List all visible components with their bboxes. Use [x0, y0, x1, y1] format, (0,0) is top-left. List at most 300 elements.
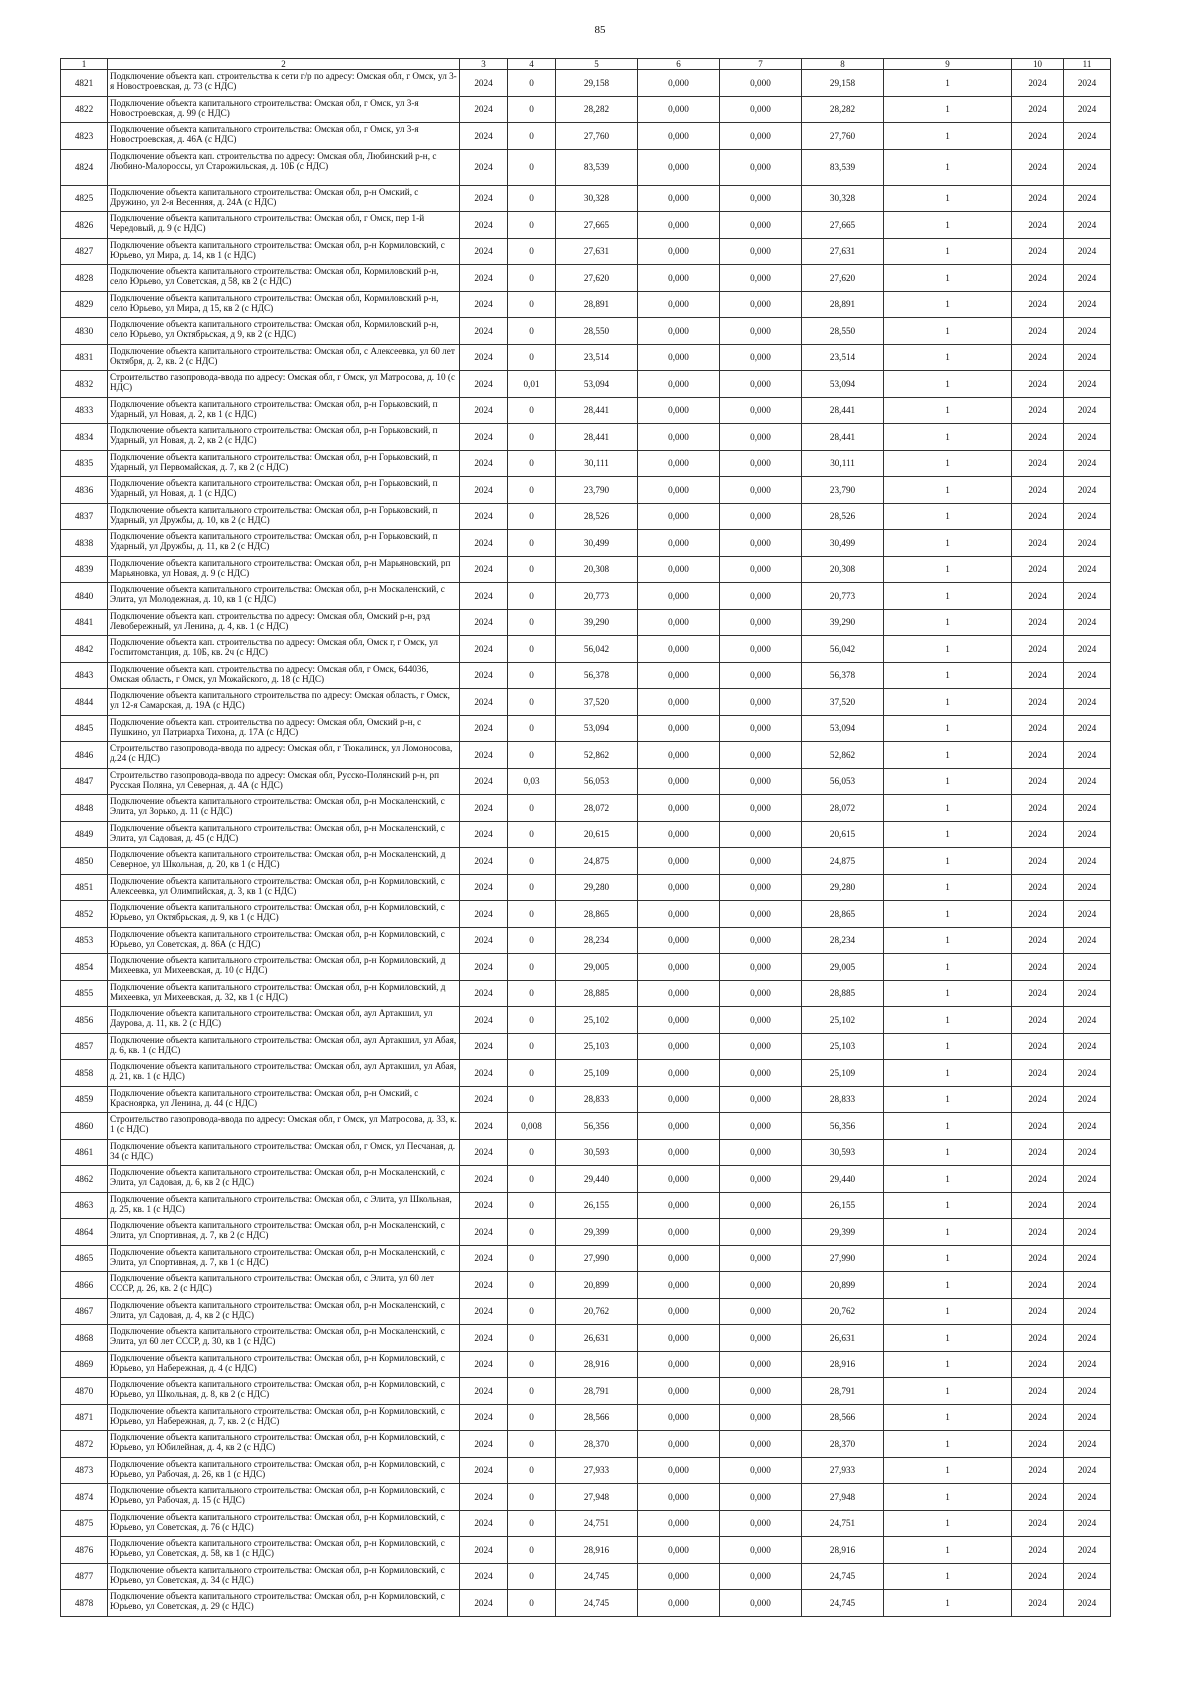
cell-cost-b: 0,000 — [720, 1537, 802, 1564]
cell-cost-a: 0,000 — [638, 1510, 720, 1537]
table-row — [61, 1431, 1111, 1458]
table-row — [61, 1245, 1111, 1272]
cell-quantity: 1 — [884, 795, 1012, 822]
cell-year-start: 2024 — [460, 149, 508, 185]
cell-cost-total: 25,103 — [556, 1033, 638, 1060]
cell-year-end: 2024 — [1064, 1033, 1111, 1060]
cell-cost-total: 28,885 — [556, 980, 638, 1007]
cell-cost-total: 26,631 — [556, 1325, 638, 1352]
cell-cost-a: 0,000 — [638, 1139, 720, 1166]
cell-cost-with-vat: 30,593 — [802, 1139, 884, 1166]
cell-cost-with-vat: 28,833 — [802, 1086, 884, 1113]
cell-length: 0 — [508, 901, 556, 928]
cell-cost-b: 0,000 — [720, 1086, 802, 1113]
table-row — [61, 609, 1111, 636]
cell-cost-a: 0,000 — [638, 450, 720, 477]
cell-cost-total: 29,005 — [556, 954, 638, 981]
cell-quantity: 1 — [884, 609, 1012, 636]
cell-cost-with-vat: 39,290 — [802, 609, 884, 636]
cell-cost-b: 0,000 — [720, 503, 802, 530]
cell-quantity: 1 — [884, 1060, 1012, 1087]
cell-row-number: 4877 — [61, 1563, 108, 1590]
cell-cost-with-vat: 28,072 — [802, 795, 884, 822]
cell-description: Подключение объекта капитального строительства: Омская обл, р-н Кормиловский, с Юрьево, ул Советская, д. 58, кв 1 (с НДС) — [108, 1537, 460, 1564]
cell-row-number: 4850 — [61, 848, 108, 875]
cell-length: 0 — [508, 503, 556, 530]
cell-description: Строительство газопровода-ввода по адресу: Омская обл, г Тюкалинск, ул Ломоносова, д.24 (с НДС) — [108, 742, 460, 769]
cell-cost-total: 28,916 — [556, 1351, 638, 1378]
cell-year-begin: 2024 — [1012, 1219, 1064, 1246]
cell-cost-b: 0,000 — [720, 1457, 802, 1484]
column-header-11: 11 — [1064, 59, 1111, 70]
cell-length: 0 — [508, 1590, 556, 1617]
cell-cost-b: 0,000 — [720, 1166, 802, 1193]
cell-year-begin: 2024 — [1012, 927, 1064, 954]
cell-year-start: 2024 — [460, 1086, 508, 1113]
table-row — [61, 1272, 1111, 1299]
cell-length: 0 — [508, 318, 556, 345]
cell-cost-a: 0,000 — [638, 1325, 720, 1352]
table-row — [61, 70, 1111, 97]
cell-year-begin: 2024 — [1012, 1139, 1064, 1166]
cell-quantity: 1 — [884, 636, 1012, 663]
cell-cost-with-vat: 23,790 — [802, 477, 884, 504]
cell-row-number: 4851 — [61, 874, 108, 901]
cell-quantity: 1 — [884, 1510, 1012, 1537]
cell-cost-a: 0,000 — [638, 742, 720, 769]
cell-row-number: 4822 — [61, 96, 108, 123]
cell-year-begin: 2024 — [1012, 530, 1064, 557]
cell-cost-b: 0,000 — [720, 689, 802, 716]
cell-cost-b: 0,000 — [720, 424, 802, 451]
cell-cost-b: 0,000 — [720, 318, 802, 345]
cell-cost-total: 28,891 — [556, 291, 638, 318]
cell-cost-b: 0,000 — [720, 715, 802, 742]
cell-row-number: 4841 — [61, 609, 108, 636]
cell-year-end: 2024 — [1064, 1484, 1111, 1511]
cell-year-start: 2024 — [460, 1060, 508, 1087]
cell-row-number: 4833 — [61, 397, 108, 424]
cell-cost-total: 29,440 — [556, 1166, 638, 1193]
cell-cost-a: 0,000 — [638, 477, 720, 504]
cell-year-begin: 2024 — [1012, 96, 1064, 123]
cell-cost-b: 0,000 — [720, 238, 802, 265]
cell-row-number: 4840 — [61, 583, 108, 610]
cell-year-end: 2024 — [1064, 212, 1111, 239]
cell-row-number: 4847 — [61, 768, 108, 795]
cell-length: 0 — [508, 1404, 556, 1431]
table-row — [61, 185, 1111, 212]
cell-year-begin: 2024 — [1012, 450, 1064, 477]
cell-cost-b: 0,000 — [720, 1484, 802, 1511]
cell-length: 0,008 — [508, 1113, 556, 1140]
cell-year-start: 2024 — [460, 503, 508, 530]
cell-cost-total: 28,441 — [556, 424, 638, 451]
cell-year-begin: 2024 — [1012, 1086, 1064, 1113]
cell-year-start: 2024 — [460, 1457, 508, 1484]
table-row — [61, 450, 1111, 477]
cell-year-begin: 2024 — [1012, 503, 1064, 530]
cell-description: Подключение объекта капитального строительства: Омская обл, аул Артакшил, ул Абая, д. 6, кв. 1 (с НДС) — [108, 1033, 460, 1060]
cell-row-number: 4861 — [61, 1139, 108, 1166]
cell-quantity: 1 — [884, 821, 1012, 848]
cell-year-start: 2024 — [460, 1563, 508, 1590]
cell-cost-with-vat: 28,234 — [802, 927, 884, 954]
cell-cost-b: 0,000 — [720, 556, 802, 583]
cell-year-end: 2024 — [1064, 185, 1111, 212]
cell-year-begin: 2024 — [1012, 742, 1064, 769]
table-row — [61, 344, 1111, 371]
cell-cost-a: 0,000 — [638, 530, 720, 557]
cell-cost-total: 25,109 — [556, 1060, 638, 1087]
cell-row-number: 4855 — [61, 980, 108, 1007]
cell-quantity: 1 — [884, 397, 1012, 424]
cell-year-start: 2024 — [460, 1351, 508, 1378]
cell-cost-with-vat: 28,791 — [802, 1378, 884, 1405]
cell-year-end: 2024 — [1064, 1431, 1111, 1458]
cell-year-end: 2024 — [1064, 1404, 1111, 1431]
cell-cost-with-vat: 24,751 — [802, 1510, 884, 1537]
cell-row-number: 4871 — [61, 1404, 108, 1431]
cell-length: 0 — [508, 742, 556, 769]
cell-description: Подключение объекта капитального строительства: Омская обл, р-н Кормиловский, с Юрьево, ул Набережная, д. 4 (с НДС) — [108, 1351, 460, 1378]
cell-year-begin: 2024 — [1012, 662, 1064, 689]
cell-year-end: 2024 — [1064, 1325, 1111, 1352]
cell-description: Подключение объекта капитального строительства: Омская обл, р-н Кормиловский, с Юрьево, ул Советская, д. 34 (с НДС) — [108, 1563, 460, 1590]
table-row — [61, 1537, 1111, 1564]
cell-cost-with-vat: 28,370 — [802, 1431, 884, 1458]
cell-year-end: 2024 — [1064, 1272, 1111, 1299]
cell-cost-a: 0,000 — [638, 96, 720, 123]
cell-cost-a: 0,000 — [638, 1033, 720, 1060]
cell-year-begin: 2024 — [1012, 371, 1064, 398]
cell-year-begin: 2024 — [1012, 1537, 1064, 1564]
cell-length: 0,03 — [508, 768, 556, 795]
cell-cost-a: 0,000 — [638, 149, 720, 185]
cell-description: Подключение объекта кап. строительства по адресу: Омская обл, Омск г, г Омск, ул Госпитомстанция, д. 10Б, кв. 2ч (с НДС) — [108, 636, 460, 663]
cell-description: Подключение объекта капитального строительства: Омская обл, с Алексеевка, ул 60 лет Октября, д. 2, кв. 2 (с НДС) — [108, 344, 460, 371]
cell-quantity: 1 — [884, 185, 1012, 212]
cell-quantity: 1 — [884, 583, 1012, 610]
cell-year-end: 2024 — [1064, 503, 1111, 530]
table-row — [61, 1192, 1111, 1219]
cell-cost-total: 39,290 — [556, 609, 638, 636]
cell-cost-with-vat: 52,862 — [802, 742, 884, 769]
cell-cost-a: 0,000 — [638, 1351, 720, 1378]
cell-cost-total: 28,916 — [556, 1537, 638, 1564]
cell-quantity: 1 — [884, 265, 1012, 292]
cell-row-number: 4856 — [61, 1007, 108, 1034]
cell-year-end: 2024 — [1064, 318, 1111, 345]
cell-description: Подключение объекта кап. строительства к сети г/р по адресу: Омская обл, г Омск, ул 3-я Новостроевская, д. 73 (с НДС) — [108, 70, 460, 97]
table-row — [61, 1484, 1111, 1511]
cell-year-end: 2024 — [1064, 848, 1111, 875]
cell-cost-total: 27,665 — [556, 212, 638, 239]
cell-quantity: 1 — [884, 1086, 1012, 1113]
cell-cost-total: 56,053 — [556, 768, 638, 795]
cell-year-begin: 2024 — [1012, 1033, 1064, 1060]
cell-cost-a: 0,000 — [638, 980, 720, 1007]
table-row — [61, 318, 1111, 345]
table-row — [61, 149, 1111, 185]
cell-year-start: 2024 — [460, 583, 508, 610]
cell-cost-total: 37,520 — [556, 689, 638, 716]
cell-quantity: 1 — [884, 1192, 1012, 1219]
cell-description: Подключение объекта капитального строительства: Омская обл, р-н Москаленский, с Элита, ул Садовая, д. 6, кв 2 (с НДС) — [108, 1166, 460, 1193]
cell-quantity: 1 — [884, 123, 1012, 150]
cell-year-begin: 2024 — [1012, 1590, 1064, 1617]
cell-cost-total: 23,790 — [556, 477, 638, 504]
cell-row-number: 4830 — [61, 318, 108, 345]
cell-cost-a: 0,000 — [638, 1431, 720, 1458]
cell-quantity: 1 — [884, 874, 1012, 901]
cell-cost-b: 0,000 — [720, 185, 802, 212]
cell-description: Подключение объекта капитального строительства: Омская обл, р-н Горьковский, п Ударный, ул Дружбы, д. 11, кв 2 (с НДС) — [108, 530, 460, 557]
cell-length: 0 — [508, 583, 556, 610]
table-row — [61, 1033, 1111, 1060]
cell-cost-total: 56,042 — [556, 636, 638, 663]
cell-description: Подключение объекта капитального строительства: Омская обл, р-н Кормиловский, с Юрьево, ул Советская, д. 29 (с НДС) — [108, 1590, 460, 1617]
cell-quantity: 1 — [884, 424, 1012, 451]
cell-description: Подключение объекта капитального строительства: Омская обл, р-н Горьковский, п Ударный, ул Новая, д. 2, кв 1 (с НДС) — [108, 397, 460, 424]
cell-cost-b: 0,000 — [720, 1563, 802, 1590]
cell-row-number: 4878 — [61, 1590, 108, 1617]
cell-quantity: 1 — [884, 371, 1012, 398]
cell-cost-a: 0,000 — [638, 1060, 720, 1087]
cell-year-begin: 2024 — [1012, 70, 1064, 97]
cell-cost-a: 0,000 — [638, 1192, 720, 1219]
cell-year-start: 2024 — [460, 768, 508, 795]
cell-year-start: 2024 — [460, 1537, 508, 1564]
cell-length: 0 — [508, 70, 556, 97]
cell-description: Подключение объекта капитального строительства: Омская обл, р-н Горьковский, п Ударный, ул Первомайская, д. 7, кв 2 (с НДС) — [108, 450, 460, 477]
cell-cost-b: 0,000 — [720, 1510, 802, 1537]
cell-cost-with-vat: 28,916 — [802, 1351, 884, 1378]
cell-cost-a: 0,000 — [638, 371, 720, 398]
cell-cost-with-vat: 28,441 — [802, 424, 884, 451]
cell-year-end: 2024 — [1064, 1086, 1111, 1113]
cell-quantity: 1 — [884, 477, 1012, 504]
cell-row-number: 4824 — [61, 149, 108, 185]
cell-cost-with-vat: 28,566 — [802, 1404, 884, 1431]
cell-cost-a: 0,000 — [638, 636, 720, 663]
cell-year-begin: 2024 — [1012, 874, 1064, 901]
cell-cost-a: 0,000 — [638, 689, 720, 716]
cell-year-start: 2024 — [460, 1033, 508, 1060]
cell-cost-a: 0,000 — [638, 1007, 720, 1034]
cell-row-number: 4876 — [61, 1537, 108, 1564]
cell-year-end: 2024 — [1064, 874, 1111, 901]
cell-year-start: 2024 — [460, 123, 508, 150]
cell-year-begin: 2024 — [1012, 1325, 1064, 1352]
cell-cost-b: 0,000 — [720, 609, 802, 636]
cell-year-begin: 2024 — [1012, 1563, 1064, 1590]
cell-year-end: 2024 — [1064, 1457, 1111, 1484]
cell-year-start: 2024 — [460, 556, 508, 583]
cell-cost-with-vat: 28,550 — [802, 318, 884, 345]
cell-year-start: 2024 — [460, 874, 508, 901]
cell-description: Подключение объекта капитального строительства: Омская обл, р-н Кормиловский, с Юрьево, ул Рабочая, д. 26, кв 1 (с НДС) — [108, 1457, 460, 1484]
cell-description: Подключение объекта капитального строительства: Омская обл, р-н Москаленский, с Элита, ул Спортивная, д. 7, кв 1 (с НДС) — [108, 1245, 460, 1272]
cell-length: 0 — [508, 1537, 556, 1564]
cell-cost-with-vat: 28,916 — [802, 1537, 884, 1564]
cell-cost-total: 30,593 — [556, 1139, 638, 1166]
cell-cost-a: 0,000 — [638, 1590, 720, 1617]
cell-cost-b: 0,000 — [720, 742, 802, 769]
table-row — [61, 1378, 1111, 1405]
cell-description: Строительство газопровода-ввода по адресу: Омская обл, г Омск, ул Матросова, д. 10 (с НДС) — [108, 371, 460, 398]
cell-row-number: 4835 — [61, 450, 108, 477]
cell-cost-with-vat: 30,328 — [802, 185, 884, 212]
column-header-3: 3 — [460, 59, 508, 70]
cell-year-start: 2024 — [460, 1298, 508, 1325]
table-row — [61, 848, 1111, 875]
cell-cost-a: 0,000 — [638, 344, 720, 371]
cell-year-begin: 2024 — [1012, 1113, 1064, 1140]
cell-cost-with-vat: 27,933 — [802, 1457, 884, 1484]
cell-quantity: 1 — [884, 96, 1012, 123]
cell-description: Подключение объекта капитального строительства: Омская обл, р-н Москаленский, с Элита, ул Садовая, д. 4, кв 2 (с НДС) — [108, 1298, 460, 1325]
cell-row-number: 4873 — [61, 1457, 108, 1484]
cell-year-begin: 2024 — [1012, 1007, 1064, 1034]
cell-year-start: 2024 — [460, 1007, 508, 1034]
cell-length: 0 — [508, 1298, 556, 1325]
table-row — [61, 636, 1111, 663]
cell-cost-with-vat: 56,356 — [802, 1113, 884, 1140]
cell-year-end: 2024 — [1064, 609, 1111, 636]
column-header-7: 7 — [720, 59, 802, 70]
cell-row-number: 4839 — [61, 556, 108, 583]
cell-cost-a: 0,000 — [638, 503, 720, 530]
cell-cost-a: 0,000 — [638, 1378, 720, 1405]
cell-length: 0 — [508, 1431, 556, 1458]
cell-quantity: 1 — [884, 1431, 1012, 1458]
cell-quantity: 1 — [884, 530, 1012, 557]
cell-quantity: 1 — [884, 1033, 1012, 1060]
cell-cost-a: 0,000 — [638, 1404, 720, 1431]
cell-description: Подключение объекта капитального строительства: Омская обл, аул Артакшил, ул Абая, д. 21, кв. 1 (с НДС) — [108, 1060, 460, 1087]
cell-year-start: 2024 — [460, 1484, 508, 1511]
cell-cost-with-vat: 28,282 — [802, 96, 884, 123]
cell-year-start: 2024 — [460, 954, 508, 981]
table-row — [61, 1351, 1111, 1378]
cell-row-number: 4828 — [61, 265, 108, 292]
cell-length: 0 — [508, 1192, 556, 1219]
cell-cost-b: 0,000 — [720, 1033, 802, 1060]
cell-quantity: 1 — [884, 556, 1012, 583]
cell-length: 0 — [508, 1086, 556, 1113]
cell-year-start: 2024 — [460, 821, 508, 848]
cell-row-number: 4831 — [61, 344, 108, 371]
cell-quantity: 1 — [884, 689, 1012, 716]
cell-description: Подключение объекта капитального строительства: Омская обл, р-н Кормиловский, с Юрьево, ул Октябрьская, д. 9, кв 1 (с НДС) — [108, 901, 460, 928]
cell-year-end: 2024 — [1064, 556, 1111, 583]
cell-cost-b: 0,000 — [720, 450, 802, 477]
cell-year-begin: 2024 — [1012, 848, 1064, 875]
cell-length: 0 — [508, 689, 556, 716]
cell-length: 0 — [508, 397, 556, 424]
table-row — [61, 742, 1111, 769]
cell-cost-total: 27,631 — [556, 238, 638, 265]
cell-cost-a: 0,000 — [638, 1563, 720, 1590]
cell-description: Подключение объекта кап. строительства по адресу: Омская обл, Любинский р-н, с Любино-Малороссы, ул Старожильская, д. 10Б (с НДС) — [108, 149, 460, 185]
table-row — [61, 583, 1111, 610]
cell-cost-b: 0,000 — [720, 371, 802, 398]
cell-year-begin: 2024 — [1012, 1351, 1064, 1378]
cell-cost-a: 0,000 — [638, 265, 720, 292]
document-table — [60, 58, 1111, 1617]
column-header-10: 10 — [1012, 59, 1064, 70]
cell-cost-b: 0,000 — [720, 662, 802, 689]
cell-cost-b: 0,000 — [720, 1192, 802, 1219]
cell-cost-a: 0,000 — [638, 954, 720, 981]
cell-cost-with-vat: 30,499 — [802, 530, 884, 557]
cell-quantity: 1 — [884, 450, 1012, 477]
cell-cost-total: 30,111 — [556, 450, 638, 477]
cell-year-start: 2024 — [460, 901, 508, 928]
table-row — [61, 980, 1111, 1007]
cell-cost-a: 0,000 — [638, 1086, 720, 1113]
cell-row-number: 4825 — [61, 185, 108, 212]
cell-quantity: 1 — [884, 149, 1012, 185]
cell-cost-with-vat: 25,109 — [802, 1060, 884, 1087]
table-row — [61, 371, 1111, 398]
cell-cost-total: 28,072 — [556, 795, 638, 822]
cell-year-end: 2024 — [1064, 1113, 1111, 1140]
cell-year-end: 2024 — [1064, 715, 1111, 742]
cell-quantity: 1 — [884, 1272, 1012, 1299]
cell-length: 0 — [508, 556, 556, 583]
cell-cost-with-vat: 20,308 — [802, 556, 884, 583]
cell-cost-with-vat: 25,102 — [802, 1007, 884, 1034]
cell-quantity: 1 — [884, 980, 1012, 1007]
cell-row-number: 4863 — [61, 1192, 108, 1219]
table-row — [61, 477, 1111, 504]
cell-year-begin: 2024 — [1012, 397, 1064, 424]
cell-length: 0 — [508, 1060, 556, 1087]
table-row — [61, 901, 1111, 928]
column-header-2: 2 — [108, 59, 460, 70]
cell-cost-a: 0,000 — [638, 1457, 720, 1484]
cell-description: Подключение объекта капитального строительства: Омская обл, р-н Омский, с Дружино, ул 2-я Весенняя, д. 24А (с НДС) — [108, 185, 460, 212]
cell-year-end: 2024 — [1064, 371, 1111, 398]
cell-cost-b: 0,000 — [720, 848, 802, 875]
cell-quantity: 1 — [884, 503, 1012, 530]
cell-year-begin: 2024 — [1012, 768, 1064, 795]
cell-row-number: 4848 — [61, 795, 108, 822]
cell-cost-total: 27,760 — [556, 123, 638, 150]
cell-description: Подключение объекта капитального строительства: Омская обл, р-н Москаленский, д Северное, ул Школьная, д. 20, кв 1 (с НДС) — [108, 848, 460, 875]
cell-cost-total: 28,550 — [556, 318, 638, 345]
cell-cost-total: 30,499 — [556, 530, 638, 557]
cell-year-begin: 2024 — [1012, 556, 1064, 583]
table-row — [61, 768, 1111, 795]
cell-cost-a: 0,000 — [638, 848, 720, 875]
cell-length: 0 — [508, 291, 556, 318]
cell-year-end: 2024 — [1064, 1563, 1111, 1590]
cell-length: 0 — [508, 715, 556, 742]
cell-row-number: 4829 — [61, 291, 108, 318]
cell-year-end: 2024 — [1064, 768, 1111, 795]
cell-length: 0 — [508, 821, 556, 848]
cell-quantity: 1 — [884, 927, 1012, 954]
cell-cost-b: 0,000 — [720, 795, 802, 822]
cell-cost-b: 0,000 — [720, 874, 802, 901]
cell-description: Подключение объекта капитального строительства: Омская обл, р-н Кормиловский, с Юрьево, ул Школьная, д. 8, кв 2 (с НДС) — [108, 1378, 460, 1405]
cell-description: Подключение объекта капитального строительства: Омская обл, Кормиловский р-н, село Юрьево, ул Мира, д 15, кв 2 (с НДС) — [108, 291, 460, 318]
cell-year-start: 2024 — [460, 689, 508, 716]
cell-quantity: 1 — [884, 662, 1012, 689]
